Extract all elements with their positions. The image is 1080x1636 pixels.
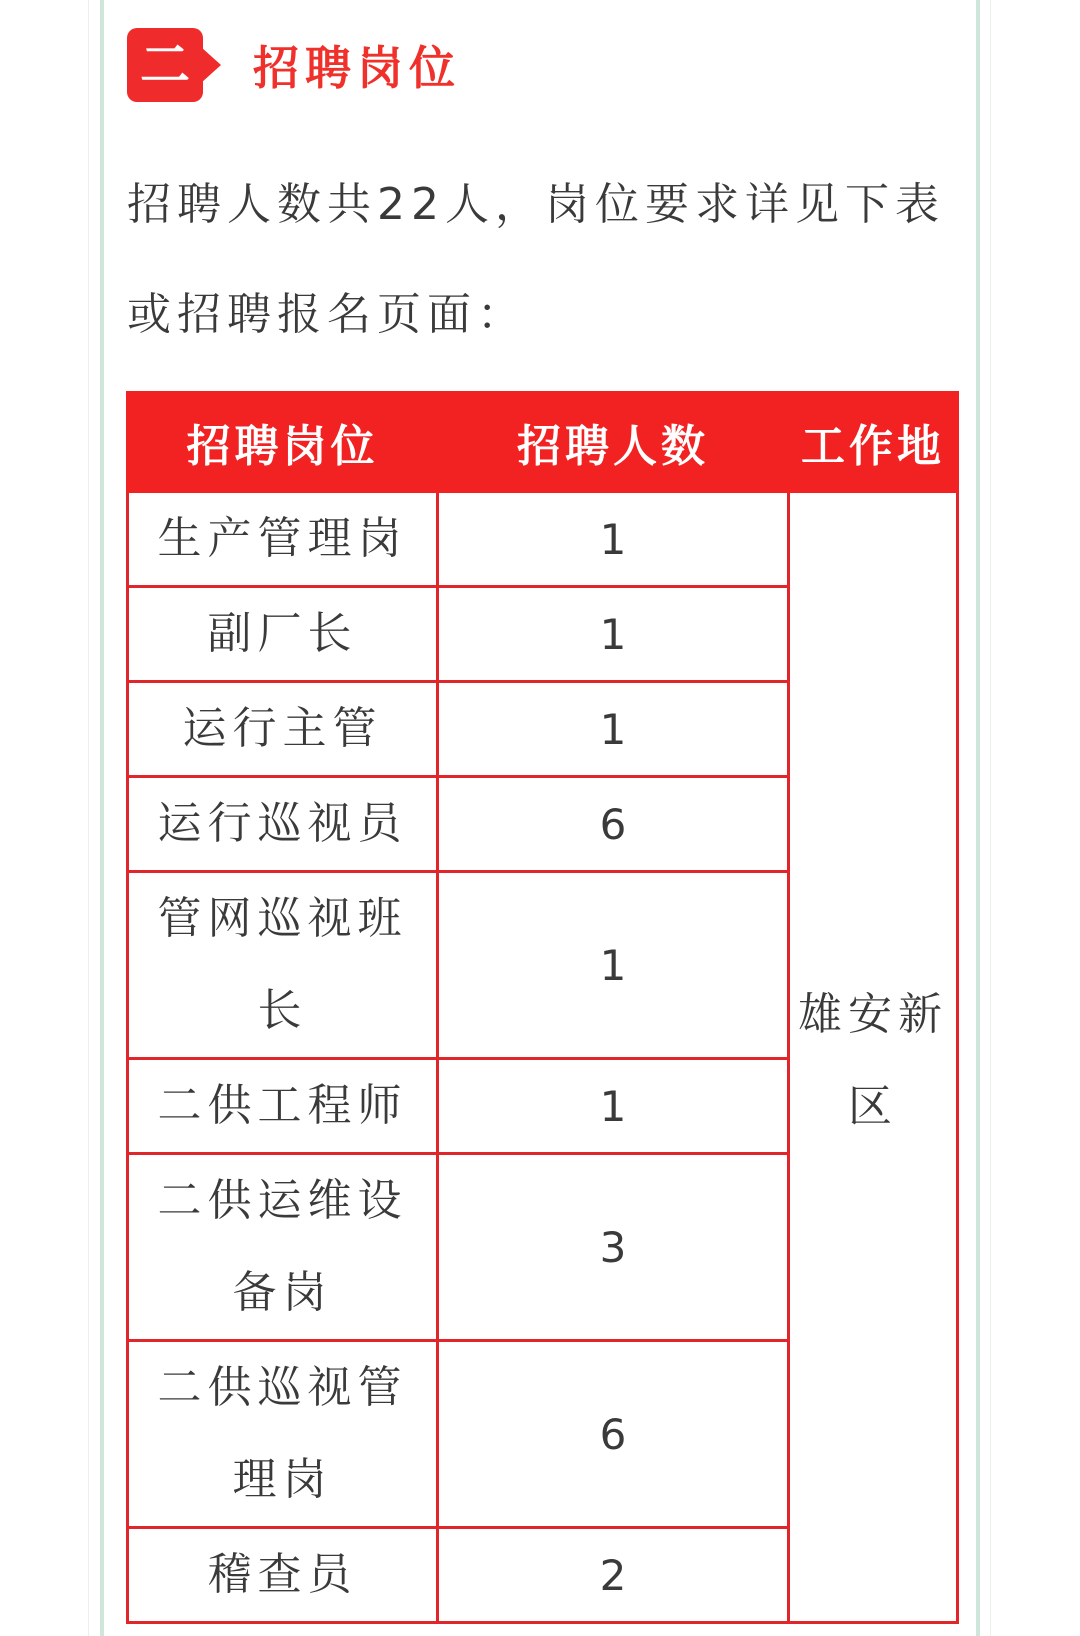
section-title: 招聘岗位 [253, 41, 461, 95]
cell-count: 6 [438, 777, 789, 872]
cell-count: 1 [438, 1059, 789, 1154]
cell-count: 3 [438, 1154, 789, 1341]
section-number-badge [127, 28, 203, 102]
cell-position: 副厂长 [128, 587, 438, 682]
cell-count: 1 [438, 682, 789, 777]
cell-count: 2 [438, 1528, 789, 1623]
header-position: 招聘岗位 [128, 393, 438, 492]
position-text: 管网巡视班长 [157, 893, 408, 1036]
cell-count: 1 [438, 872, 789, 1059]
cell-position: 运行巡视员 [128, 777, 438, 872]
position-text: 二供运维设备岗 [157, 1175, 408, 1318]
cell-position: 稽查员 [128, 1528, 438, 1623]
cell-count: 1 [438, 492, 789, 587]
position-text: 二供巡视管理岗 [157, 1362, 408, 1505]
cell-position: 二供工程师 [128, 1059, 438, 1154]
section-header [127, 28, 461, 102]
cell-count: 1 [438, 587, 789, 682]
table-header-row [128, 393, 958, 492]
section-number: 二 [140, 36, 190, 94]
cell-count: 6 [438, 1341, 789, 1528]
cell-position [128, 872, 438, 1059]
cell-position: 生产管理岗 [128, 492, 438, 587]
cell-position [128, 1154, 438, 1341]
header-location: 工作地 [789, 393, 958, 492]
cell-position [128, 1341, 438, 1528]
frame-outer-right [990, 0, 991, 1636]
positions-table [126, 391, 959, 1624]
header-count: 招聘人数 [438, 393, 789, 492]
frame-outer-left [88, 0, 89, 1636]
frame-border-right [976, 0, 980, 1636]
cell-location [789, 492, 958, 1623]
cell-position: 运行主管 [128, 682, 438, 777]
intro-paragraph: 招聘人数共22人，岗位要求详见下表或招聘报名页面： [127, 179, 945, 340]
location-text: 雄安新区 [798, 989, 948, 1132]
table-row [128, 492, 958, 587]
frame-border-left [100, 0, 104, 1636]
